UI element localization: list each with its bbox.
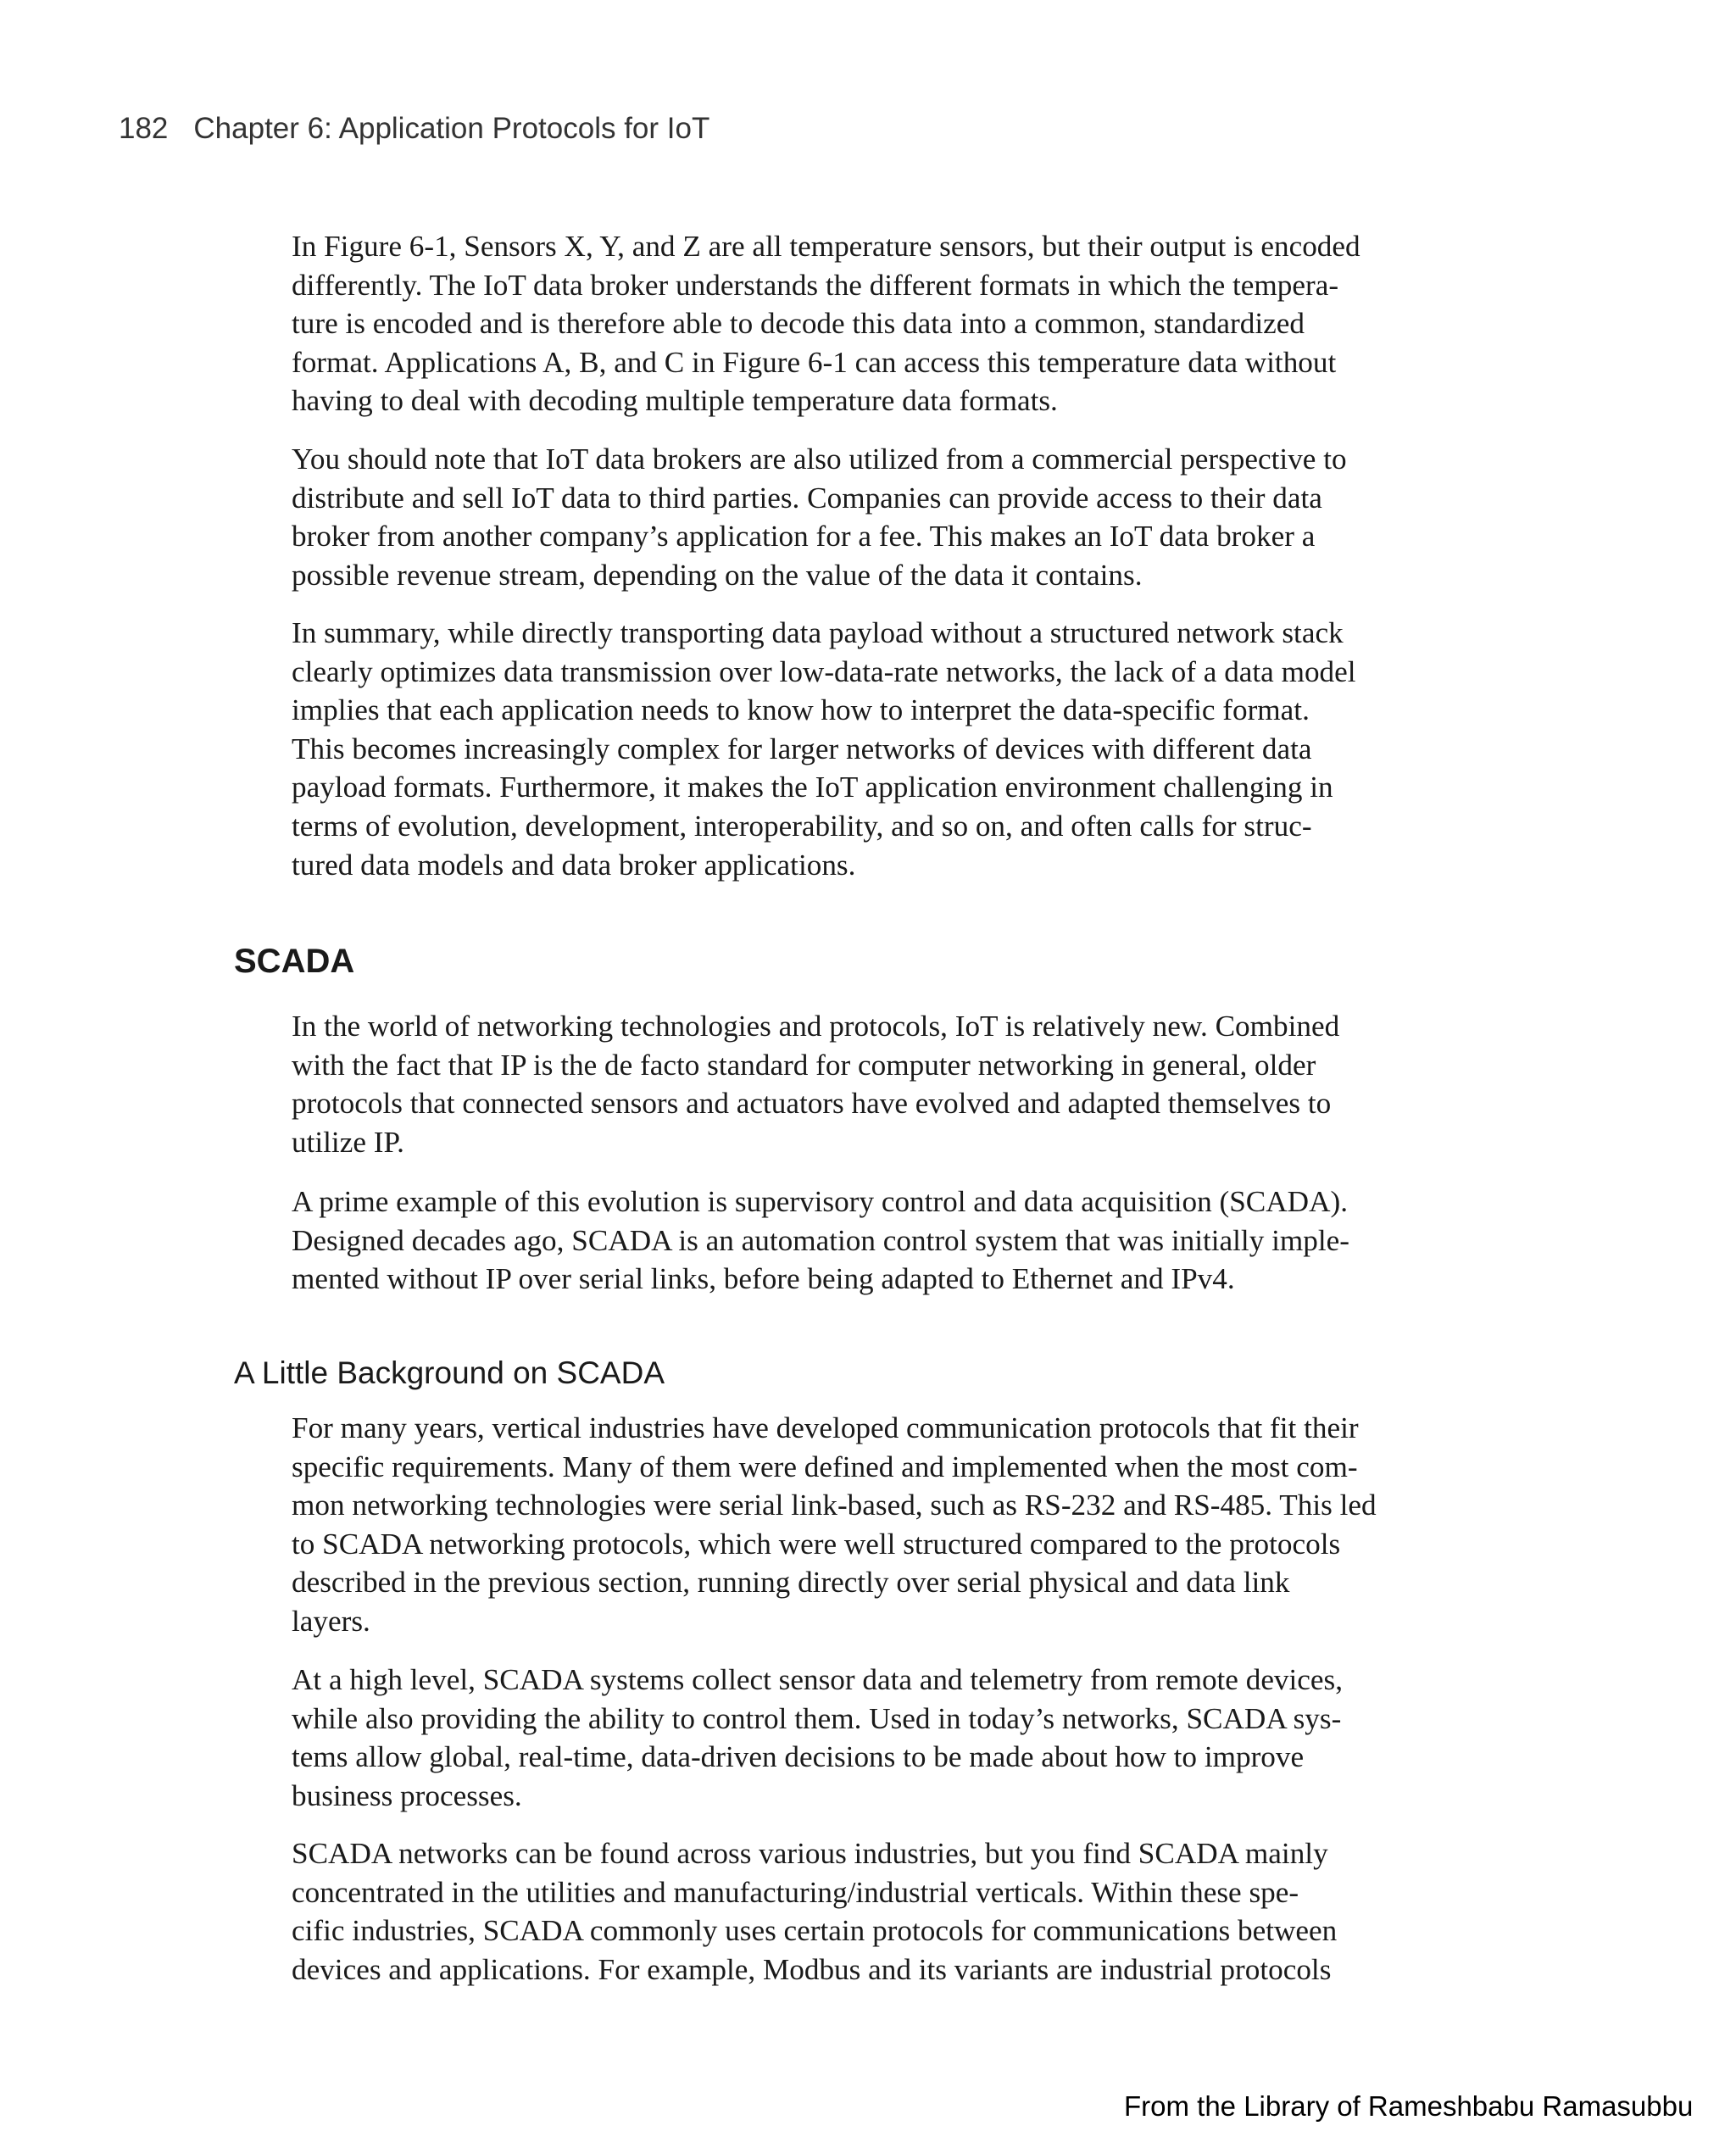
- text-line: broker from another company’s application for a fee. This makes an IoT data broker a: [292, 520, 1316, 554]
- text-line: differently. The IoT data broker understands the different formats in which the tempera-: [292, 268, 1339, 302]
- text-line: In the world of networking technologies and protocols, IoT is relatively new. Combined: [292, 1010, 1340, 1043]
- text-line: ture is encoded and is therefore able to decode this data into a common, standardized: [292, 307, 1305, 341]
- text-line: specific requirements. Many of them were defined and implemented when the most com-: [292, 1450, 1358, 1483]
- text-line: This becomes increasingly complex for larger networks of devices with different data: [292, 732, 1312, 765]
- text-line: In Figure 6-1, Sensors X, Y, and Z are all temperature sensors, but their output is encoded: [292, 230, 1360, 263]
- text-line: Designed decades ago, SCADA is an automation control system that was initially imple-: [292, 1223, 1349, 1257]
- page-number: 182: [119, 112, 169, 145]
- text-line: to SCADA networking protocols, which were well structured compared to the protocols: [292, 1527, 1341, 1561]
- text-line: distribute and sell IoT data to third parties. Companies can provide access to their data: [292, 481, 1322, 515]
- text-line: with the fact that IP is the de facto standard for computer networking in general, older: [292, 1048, 1316, 1082]
- text-line: concentrated in the utilities and manufacturing/industrial verticals. Within these spe-: [292, 1875, 1299, 1909]
- text-line: while also providing the ability to control them. Used in today’s networks, SCADA sys-: [292, 1701, 1342, 1735]
- paragraph-scada-2: [292, 1183, 1436, 1299]
- paragraph-intro-1: [292, 227, 1436, 420]
- paragraph-intro-3: [292, 614, 1436, 884]
- text-line: mented without IP over serial links, before being adapted to Ethernet and IPv4.: [292, 1262, 1235, 1296]
- text-line: tured data models and data broker applications.: [292, 848, 856, 882]
- text-line: format. Applications A, B, and C in Figure 6-1 can access this temperature data without: [292, 345, 1337, 379]
- text-line: In summary, while directly transporting data payload without a structured network stack: [292, 616, 1344, 649]
- text-line: At a high level, SCADA systems collect sensor data and telemetry from remote devices,: [292, 1663, 1344, 1696]
- text-line: business processes.: [292, 1778, 522, 1812]
- section-heading-scada: SCADA: [234, 943, 355, 980]
- text-line: protocols that connected sensors and actuators have evolved and adapted themselves to: [292, 1087, 1332, 1121]
- text-line: A prime example of this evolution is supervisory control and data acquisition (SCADA).: [292, 1185, 1349, 1218]
- subsection-heading-background: A Little Background on SCADA: [234, 1355, 665, 1390]
- text-line: clearly optimizes data transmission over low-data-rate networks, the lack of a data model: [292, 654, 1356, 688]
- text-line: possible revenue stream, depending on the value of the data it contains.: [292, 558, 1143, 592]
- text-line: having to deal with decoding multiple temperature data formats.: [292, 384, 1058, 418]
- text-line: terms of evolution, development, interoperability, and so on, and often calls for struc-: [292, 809, 1312, 843]
- text-line: mon networking technologies were serial link-based, such as RS-232 and RS-485. This led: [292, 1489, 1377, 1522]
- library-watermark: From the Library of Rameshbabu Ramasubbu: [1124, 2090, 1694, 2122]
- text-line: devices and applications. For example, Modbus and its variants are industrial protocols: [292, 1952, 1332, 1986]
- text-line: implies that each application needs to know how to interpret the data-specific format.: [292, 693, 1310, 727]
- text-line: SCADA networks can be found across various industries, but you find SCADA mainly: [292, 1837, 1328, 1870]
- text-line: tems allow global, real-time, data-driven decisions to be made about how to improve: [292, 1740, 1305, 1774]
- text-line: layers.: [292, 1604, 370, 1638]
- running-head: [119, 112, 709, 146]
- text-line: For many years, vertical industries have developed communication protocols that fit their: [292, 1411, 1359, 1444]
- text-line: described in the previous section, running directly over serial physical and data link: [292, 1566, 1290, 1600]
- chapter-title: Chapter 6: Application Protocols for IoT: [193, 112, 710, 145]
- text-line: payload formats. Furthermore, it makes the IoT application environment challenging in: [292, 771, 1333, 804]
- paragraph-background-3: [292, 1834, 1436, 1989]
- paragraph-background-2: [292, 1661, 1436, 1815]
- paragraph-scada-1: [292, 1007, 1436, 1161]
- paragraph-intro-2: [292, 440, 1436, 594]
- text-line: You should note that IoT data brokers are also utilized from a commercial perspective to: [292, 442, 1347, 476]
- paragraph-background-1: [292, 1409, 1436, 1641]
- text-line: cific industries, SCADA commonly uses certain protocols for communications between: [292, 1914, 1338, 1948]
- text-line: utilize IP.: [292, 1125, 404, 1159]
